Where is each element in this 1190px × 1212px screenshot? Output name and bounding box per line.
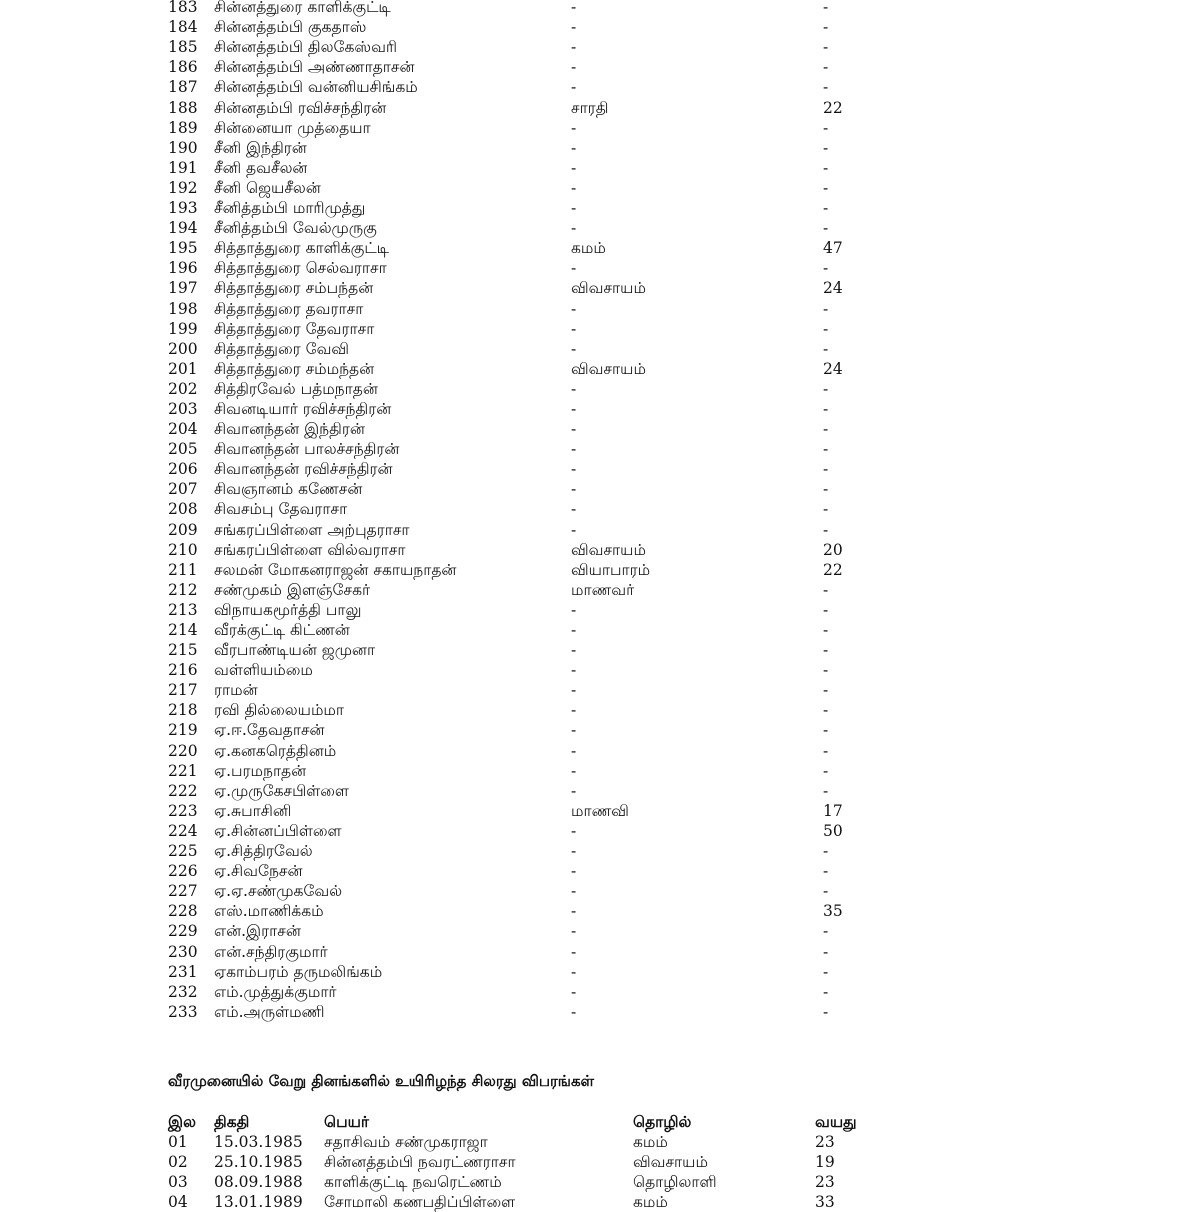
row-age: - <box>823 138 829 157</box>
table-row <box>0 861 1190 881</box>
row-name: காளிக்குட்டி நவரெட்ணம் <box>324 1173 502 1191</box>
row-number: 227 <box>168 882 198 901</box>
row-occupation: - <box>571 339 577 358</box>
table-row <box>0 399 1190 419</box>
row-age: - <box>823 580 829 599</box>
row-name: என்.சந்திரகுமார் <box>214 942 328 961</box>
row-number: 196 <box>168 259 198 278</box>
table-row <box>0 1172 1190 1192</box>
row-number: 231 <box>168 962 198 981</box>
row-number: 217 <box>168 681 198 700</box>
row-number: 183 <box>168 0 198 17</box>
row-age: 33 <box>815 1193 835 1211</box>
row-occupation: கமம் <box>633 1133 668 1151</box>
row-number: 207 <box>168 480 198 499</box>
row-age: - <box>823 219 829 238</box>
row-number: 206 <box>168 460 198 479</box>
row-number: 02 <box>168 1153 188 1171</box>
table-row <box>0 479 1190 499</box>
row-occupation: - <box>571 420 577 439</box>
row-number: 228 <box>168 902 198 921</box>
row-number: 211 <box>168 560 198 579</box>
row-age: - <box>823 299 829 318</box>
row-name: ஏ.முருகேசபிள்ளை <box>214 781 349 800</box>
table-row <box>0 841 1190 861</box>
row-name: சித்தாத்துரை காளிக்குட்டி <box>214 239 389 258</box>
row-number: 193 <box>168 199 198 218</box>
row-age: - <box>823 399 829 418</box>
row-occupation: - <box>571 460 577 479</box>
table-row <box>0 520 1190 540</box>
row-age: - <box>823 781 829 800</box>
row-name: சின்னத்தம்பி அண்ணாதாசன் <box>214 58 415 77</box>
header-date: திகதி <box>214 1112 250 1131</box>
row-number: 187 <box>168 78 198 97</box>
table-row <box>0 942 1190 962</box>
row-occupation: - <box>571 178 577 197</box>
row-name: சங்கரப்பிள்ளை வில்வராசா <box>214 540 406 559</box>
row-name: ஏ.சிவநேசன் <box>214 862 303 881</box>
row-occupation: - <box>571 118 577 137</box>
row-occupation: விவசாயம் <box>571 540 646 559</box>
table-row <box>0 1192 1190 1212</box>
row-name: சீனி தவசீலன் <box>214 158 308 177</box>
row-occupation: - <box>571 761 577 780</box>
row-occupation: - <box>571 219 577 238</box>
row-number: 215 <box>168 641 198 660</box>
table-row <box>0 178 1190 198</box>
row-name: சித்திரவேல் பத்மநாதன் <box>214 379 378 398</box>
table-row <box>0 459 1190 479</box>
row-age: - <box>823 460 829 479</box>
row-occupation: கமம் <box>571 239 606 258</box>
row-name: வள்ளியம்மை <box>214 661 313 680</box>
table-row <box>0 741 1190 761</box>
row-occupation: - <box>571 862 577 881</box>
table-row <box>0 379 1190 399</box>
row-date: 13.01.1989 <box>214 1193 303 1211</box>
row-number: 225 <box>168 842 198 861</box>
row-age: - <box>823 118 829 137</box>
row-name: சித்தாத்துரை செல்வராசா <box>214 259 387 278</box>
table-row <box>0 821 1190 841</box>
row-occupation: - <box>571 842 577 861</box>
row-occupation: - <box>571 681 577 700</box>
row-name: எம்.அருள்மணி <box>214 1002 325 1021</box>
row-age: 35 <box>823 902 843 921</box>
row-name: சின்னத்தம்பி குகதாஸ் <box>214 18 367 37</box>
row-number: 185 <box>168 38 198 57</box>
row-occupation: - <box>571 480 577 499</box>
table-header-row <box>0 1112 1190 1132</box>
row-name: சித்தாத்துரை தவராசா <box>214 299 364 318</box>
row-name: சின்னதம்பி ரவிச்சந்திரன் <box>214 98 387 117</box>
row-occupation: - <box>571 299 577 318</box>
row-number: 210 <box>168 540 198 559</box>
table-row <box>0 77 1190 97</box>
row-occupation: - <box>571 379 577 398</box>
table-row <box>0 339 1190 359</box>
row-number: 188 <box>168 98 198 117</box>
table-row <box>0 962 1190 982</box>
row-occupation: - <box>571 942 577 961</box>
row-number: 03 <box>168 1173 188 1191</box>
row-age: - <box>823 259 829 278</box>
row-number: 194 <box>168 219 198 238</box>
header-age: வயது <box>815 1112 857 1131</box>
row-age: - <box>823 761 829 780</box>
row-occupation: - <box>571 138 577 157</box>
table-row <box>0 218 1190 238</box>
table-row <box>0 1132 1190 1152</box>
row-name: சிவானந்தன் பாலச்சந்திரன் <box>214 440 400 459</box>
row-age: 22 <box>823 560 843 579</box>
row-occupation: - <box>571 38 577 57</box>
header-job: தொழில் <box>633 1112 692 1131</box>
table-row <box>0 419 1190 439</box>
row-name: சீனி ஜெயசீலன் <box>214 178 321 197</box>
row-name: சோமாலி கணபதிப்பிள்ளை <box>324 1193 516 1211</box>
row-occupation: - <box>571 158 577 177</box>
row-name: சங்கரப்பிள்ளை அற்புதராசா <box>214 520 410 539</box>
table-row <box>0 761 1190 781</box>
row-name: வீரக்குட்டி கிட்ணன் <box>214 621 350 639</box>
row-age: - <box>823 701 829 720</box>
row-occupation: - <box>571 902 577 921</box>
row-occupation: - <box>571 500 577 519</box>
row-age: - <box>823 158 829 177</box>
row-name: எம்.முத்துக்குமார் <box>214 982 337 1001</box>
row-occupation: - <box>571 520 577 539</box>
row-number: 226 <box>168 862 198 881</box>
row-number: 214 <box>168 621 198 639</box>
section-title: வீரமுனையில் வேறு தினங்களில் உயிரிழந்த சிலரது விபரங்கள் <box>168 1072 595 1090</box>
row-name: ஏ.ஏ.சண்முகவேல் <box>214 882 343 901</box>
row-number: 04 <box>168 1193 188 1211</box>
row-number: 190 <box>168 138 198 157</box>
row-age: - <box>823 982 829 1001</box>
row-number: 191 <box>168 158 198 177</box>
row-name: ஏகாம்பரம் தருமலிங்கம் <box>214 962 383 981</box>
table-row <box>0 921 1190 941</box>
row-occupation: - <box>571 781 577 800</box>
row-age: - <box>823 38 829 57</box>
row-occupation: - <box>571 78 577 97</box>
row-age: - <box>823 882 829 901</box>
row-number: 223 <box>168 801 198 820</box>
table-row <box>0 700 1190 720</box>
table-row <box>0 600 1190 620</box>
row-age: - <box>823 420 829 439</box>
table-row <box>0 98 1190 118</box>
row-number: 209 <box>168 520 198 539</box>
row-number: 197 <box>168 279 198 298</box>
table-row <box>0 238 1190 258</box>
row-name: சின்னையா முத்தையா <box>214 118 371 137</box>
row-occupation: - <box>571 399 577 418</box>
table-row <box>0 118 1190 138</box>
other-dates-table <box>0 1112 1190 1212</box>
row-age: - <box>823 922 829 941</box>
row-name: ஏ.ஈ.தேவதாசன் <box>214 721 325 740</box>
row-age: - <box>823 178 829 197</box>
row-age: - <box>823 641 829 660</box>
row-number: 201 <box>168 359 198 378</box>
row-number: 195 <box>168 239 198 258</box>
row-age: 20 <box>823 540 843 559</box>
row-occupation: கமம் <box>633 1193 668 1211</box>
row-number: 208 <box>168 500 198 519</box>
table-row <box>0 0 1190 17</box>
row-age: - <box>823 721 829 740</box>
row-number: 222 <box>168 781 198 800</box>
row-age: 50 <box>823 821 843 840</box>
row-date: 15.03.1985 <box>214 1133 303 1151</box>
row-age: - <box>823 58 829 77</box>
table-row <box>0 37 1190 57</box>
row-date: 25.10.1985 <box>214 1153 303 1171</box>
row-occupation: மாணவி <box>571 801 629 820</box>
row-age: - <box>823 18 829 37</box>
row-number: 232 <box>168 982 198 1001</box>
row-name: சலமன் மோகனராஜன் சகாயநாதன் <box>214 560 457 579</box>
row-age: - <box>823 681 829 700</box>
row-number: 229 <box>168 922 198 941</box>
row-name: சின்னத்தம்பி திலகேஸ்வரி <box>214 38 398 57</box>
row-age: 17 <box>823 801 843 820</box>
row-number: 203 <box>168 399 198 418</box>
table-row <box>0 359 1190 379</box>
table-row <box>0 901 1190 921</box>
row-occupation: மாணவர் <box>571 580 635 599</box>
table-row <box>0 660 1190 680</box>
table-row <box>0 580 1190 600</box>
table-row <box>0 439 1190 459</box>
row-occupation: - <box>571 600 577 619</box>
row-name: ஏ.சித்திரவேல் <box>214 842 313 861</box>
row-number: 204 <box>168 420 198 439</box>
row-number: 01 <box>168 1133 188 1151</box>
row-age: - <box>823 440 829 459</box>
row-occupation: - <box>571 982 577 1001</box>
row-occupation: தொழிலாளி <box>633 1173 717 1191</box>
row-name: சீனித்தம்பி மாரிமுத்து <box>214 199 366 218</box>
row-number: 189 <box>168 118 198 137</box>
header-name: பெயர் <box>324 1112 369 1131</box>
row-name: என்.இராசன் <box>214 922 301 941</box>
row-name: வீரபாண்டியன் ஜமுனா <box>214 641 376 660</box>
table-row <box>0 299 1190 319</box>
row-occupation: - <box>571 319 577 338</box>
row-age: - <box>823 379 829 398</box>
row-date: 08.09.1988 <box>214 1173 303 1191</box>
row-age: 24 <box>823 359 843 378</box>
row-name: சின்னத்தம்பி நவரட்ணராசா <box>324 1153 516 1171</box>
table-row <box>0 138 1190 158</box>
row-occupation: - <box>571 259 577 278</box>
row-name: சின்னத்தம்பி வன்னியசிங்கம் <box>214 78 418 97</box>
row-age: 22 <box>823 98 843 117</box>
row-occupation: - <box>571 922 577 941</box>
row-name: ரவி தில்லையம்மா <box>214 701 345 720</box>
row-occupation: வியாபாரம் <box>571 560 651 579</box>
row-occupation: - <box>571 1002 577 1021</box>
row-age: - <box>823 0 829 17</box>
row-number: 198 <box>168 299 198 318</box>
table-row <box>0 680 1190 700</box>
header-no: இல <box>168 1112 196 1131</box>
row-occupation: - <box>571 882 577 901</box>
table-row <box>0 640 1190 660</box>
row-name: சீனித்தம்பி வேல்முருகு <box>214 219 377 238</box>
row-number: 218 <box>168 701 198 720</box>
row-name: சித்தாத்துரை சம்மந்தன் <box>214 359 375 378</box>
row-occupation: - <box>571 0 577 17</box>
row-number: 202 <box>168 379 198 398</box>
row-age: - <box>823 600 829 619</box>
row-occupation: - <box>571 821 577 840</box>
row-name: சதாசிவம் சண்முகராஜா <box>324 1133 488 1151</box>
row-age: 23 <box>815 1133 835 1151</box>
row-age: 23 <box>815 1173 835 1191</box>
row-number: 221 <box>168 761 198 780</box>
row-number: 219 <box>168 721 198 740</box>
table-row <box>0 319 1190 339</box>
row-name: விநாயகமூர்த்தி பாலு <box>214 600 362 619</box>
table-row <box>0 1002 1190 1022</box>
row-occupation: - <box>571 741 577 760</box>
row-age: - <box>823 942 829 961</box>
row-number: 192 <box>168 178 198 197</box>
table-row <box>0 1152 1190 1172</box>
row-name: சிவசம்பு தேவராசா <box>214 500 348 519</box>
row-name: சித்தாத்துரை சம்பந்தன் <box>214 279 374 298</box>
row-name: சித்தாத்துரை தேவராசா <box>214 319 375 338</box>
row-age: - <box>823 319 829 338</box>
row-name: ஏ.சுபாசினி <box>214 801 292 820</box>
table-row <box>0 57 1190 77</box>
row-occupation: - <box>571 962 577 981</box>
row-name: சித்தாத்துரை வேவி <box>214 339 350 358</box>
row-age: - <box>823 842 829 861</box>
row-occupation: - <box>571 641 577 660</box>
row-name: சின்னத்துரை காளிக்குட்டி <box>214 0 391 17</box>
row-age: - <box>823 78 829 97</box>
row-name: சிவானந்தன் இந்திரன் <box>214 420 365 439</box>
row-number: 224 <box>168 821 198 840</box>
row-occupation: - <box>571 661 577 680</box>
table-row <box>0 982 1190 1002</box>
row-name: சிவஞானம் கணேசன் <box>214 480 363 499</box>
table-row <box>0 499 1190 519</box>
row-occupation: - <box>571 621 577 639</box>
row-number: 184 <box>168 18 198 37</box>
row-name: சிவனடியார் ரவிச்சந்திரன் <box>214 399 392 418</box>
row-occupation: - <box>571 58 577 77</box>
row-name: சீனி இந்திரன் <box>214 138 307 157</box>
row-age: - <box>823 199 829 218</box>
table-row <box>0 17 1190 37</box>
row-number: 213 <box>168 600 198 619</box>
row-age: - <box>823 520 829 539</box>
row-occupation: - <box>571 440 577 459</box>
row-occupation: விவசாயம் <box>633 1153 708 1171</box>
row-name: சண்முகம் இளஞ்சேகர் <box>214 580 371 599</box>
row-occupation: சாரதி <box>571 98 609 117</box>
row-occupation: - <box>571 721 577 740</box>
row-number: 205 <box>168 440 198 459</box>
row-age: 19 <box>815 1153 835 1171</box>
row-number: 220 <box>168 741 198 760</box>
table-row <box>0 881 1190 901</box>
table-row <box>0 801 1190 821</box>
row-age: - <box>823 339 829 358</box>
row-name: ராமன் <box>214 681 258 700</box>
row-number: 230 <box>168 942 198 961</box>
row-age: - <box>823 661 829 680</box>
row-age: 24 <box>823 279 843 298</box>
row-age: - <box>823 862 829 881</box>
row-name: எஸ்.மாணிக்கம் <box>214 902 324 921</box>
row-age: 47 <box>823 239 843 258</box>
table-row <box>0 540 1190 560</box>
table-row <box>0 720 1190 740</box>
row-age: - <box>823 1002 829 1021</box>
row-name: ஏ.பரமநாதன் <box>214 761 307 780</box>
row-occupation: - <box>571 199 577 218</box>
row-number: 200 <box>168 339 198 358</box>
row-age: - <box>823 500 829 519</box>
row-occupation: விவசாயம் <box>571 359 646 378</box>
row-age: - <box>823 962 829 981</box>
row-number: 233 <box>168 1002 198 1021</box>
row-occupation: - <box>571 18 577 37</box>
table-row <box>0 278 1190 298</box>
table-row <box>0 560 1190 580</box>
table-row <box>0 158 1190 178</box>
row-age: - <box>823 741 829 760</box>
row-age: - <box>823 621 829 639</box>
table-row <box>0 620 1190 640</box>
row-number: 199 <box>168 319 198 338</box>
row-name: ஏ.சின்னப்பிள்ளை <box>214 821 342 840</box>
row-name: சிவானந்தன் ரவிச்சந்திரன் <box>214 460 393 479</box>
row-number: 186 <box>168 58 198 77</box>
table-row <box>0 258 1190 278</box>
row-occupation: விவசாயம் <box>571 279 646 298</box>
row-number: 216 <box>168 661 198 680</box>
row-occupation: - <box>571 701 577 720</box>
row-number: 212 <box>168 580 198 599</box>
row-age: - <box>823 480 829 499</box>
table-row <box>0 198 1190 218</box>
row-name: ஏ.கனகரெத்தினம் <box>214 741 337 760</box>
table-row <box>0 781 1190 801</box>
